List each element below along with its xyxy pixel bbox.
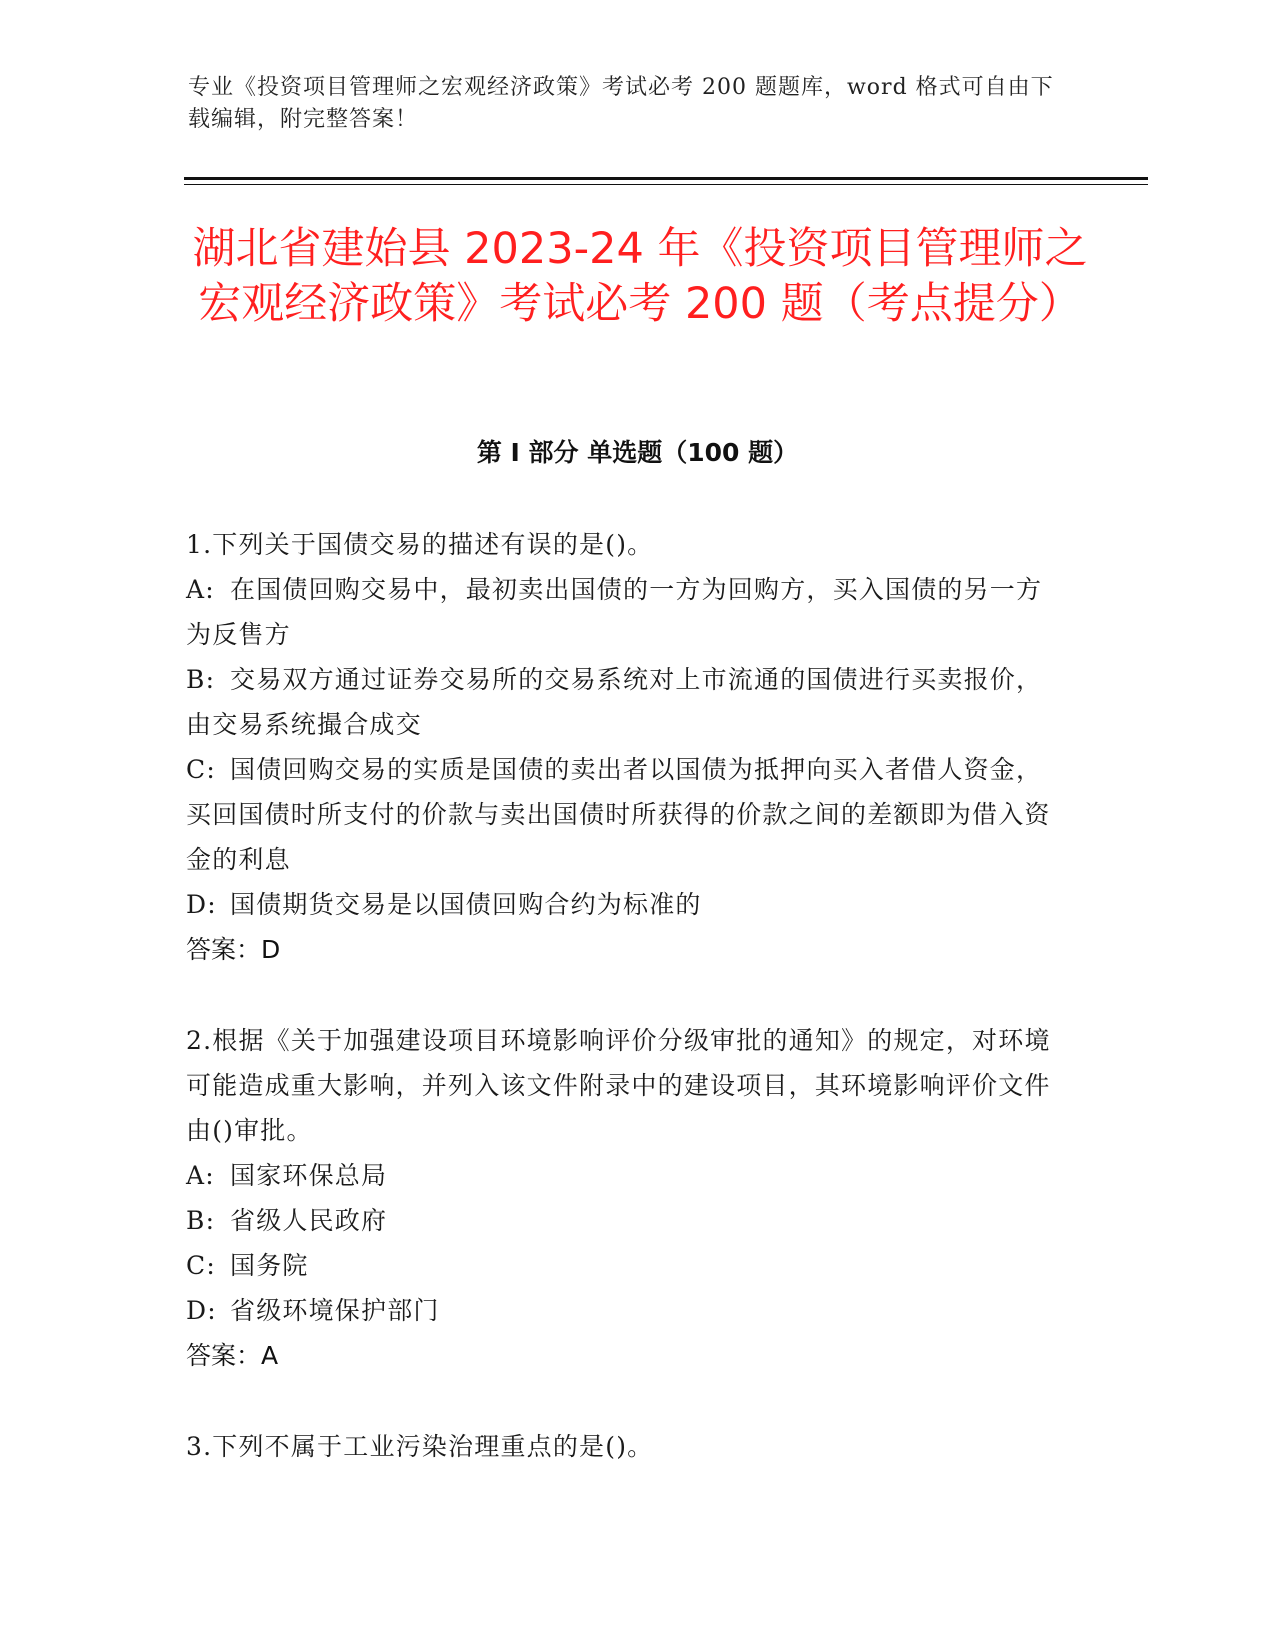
question-1 xyxy=(186,522,1068,972)
option-label: C: xyxy=(186,755,216,784)
option-label: D: xyxy=(186,1296,217,1325)
option-d xyxy=(186,882,1068,927)
question-2 xyxy=(186,1018,1068,1378)
header-note: 专业《投资项目管理师之宏观经济政策》考试必考 200 题题库，word 格式可自由下载编辑，附完整答案！ xyxy=(188,75,1054,132)
option-label: B: xyxy=(186,1206,216,1235)
question-stem: 2.根据《关于加强建设项目环境影响评价分级审批的通知》的规定，对环境可能造成重大影响，并列入该文件附录中的建设项目，其环境影响评价文件由()审批。 xyxy=(186,1026,1051,1145)
option-b xyxy=(186,657,1068,747)
option-c xyxy=(186,1243,1068,1288)
option-text: 国债回购交易的实质是国债的卖出者以国债为抵押向买入者借人资金，买回国债时所支付的价款与卖出国债时所获得的价款之间的差额即为借入资金的利息 xyxy=(186,755,1051,874)
option-label: B: xyxy=(186,665,216,694)
option-text: 省级环境保护部门 xyxy=(230,1296,440,1325)
option-b xyxy=(186,1198,1068,1243)
option-text: 国债期货交易是以国债回购合约为标准的 xyxy=(230,890,702,919)
option-text: 在国债回购交易中，最初卖出国债的一方为回购方，买入国债的另一方为反售方 xyxy=(186,575,1043,649)
answer-text: 答案：D xyxy=(186,935,281,964)
option-a xyxy=(186,567,1068,657)
option-c xyxy=(186,747,1068,882)
option-d xyxy=(186,1288,1068,1333)
option-label: A: xyxy=(186,575,215,604)
question-list xyxy=(186,522,1068,1515)
header-divider-thin xyxy=(184,184,1148,185)
option-a xyxy=(186,1153,1068,1198)
option-text: 交易双方通过证券交易所的交易系统对上市流通的国债进行买卖报价，由交易系统撮合成交 xyxy=(186,665,1043,739)
option-text: 省级人民政府 xyxy=(230,1206,388,1235)
option-label: D: xyxy=(186,890,217,919)
option-label: A: xyxy=(186,1161,215,1190)
question-stem: 1.下列关于国债交易的描述有误的是()。 xyxy=(186,530,654,559)
section-title: 第 I 部分 单选题（100 题） xyxy=(476,438,799,467)
header-divider-thick xyxy=(184,177,1148,180)
option-text: 国家环保总局 xyxy=(230,1161,388,1190)
question-3 xyxy=(186,1424,1068,1469)
option-label: C: xyxy=(186,1251,216,1280)
option-text: 国务院 xyxy=(230,1251,309,1280)
question-stem: 3.下列不属于工业污染治理重点的是()。 xyxy=(186,1432,654,1461)
document-title: 湖北省建始县 2023-24 年《投资项目管理师之宏观经济政策》考试必考 200 题（考点提分） xyxy=(192,224,1088,329)
answer-text: 答案：A xyxy=(186,1341,279,1370)
